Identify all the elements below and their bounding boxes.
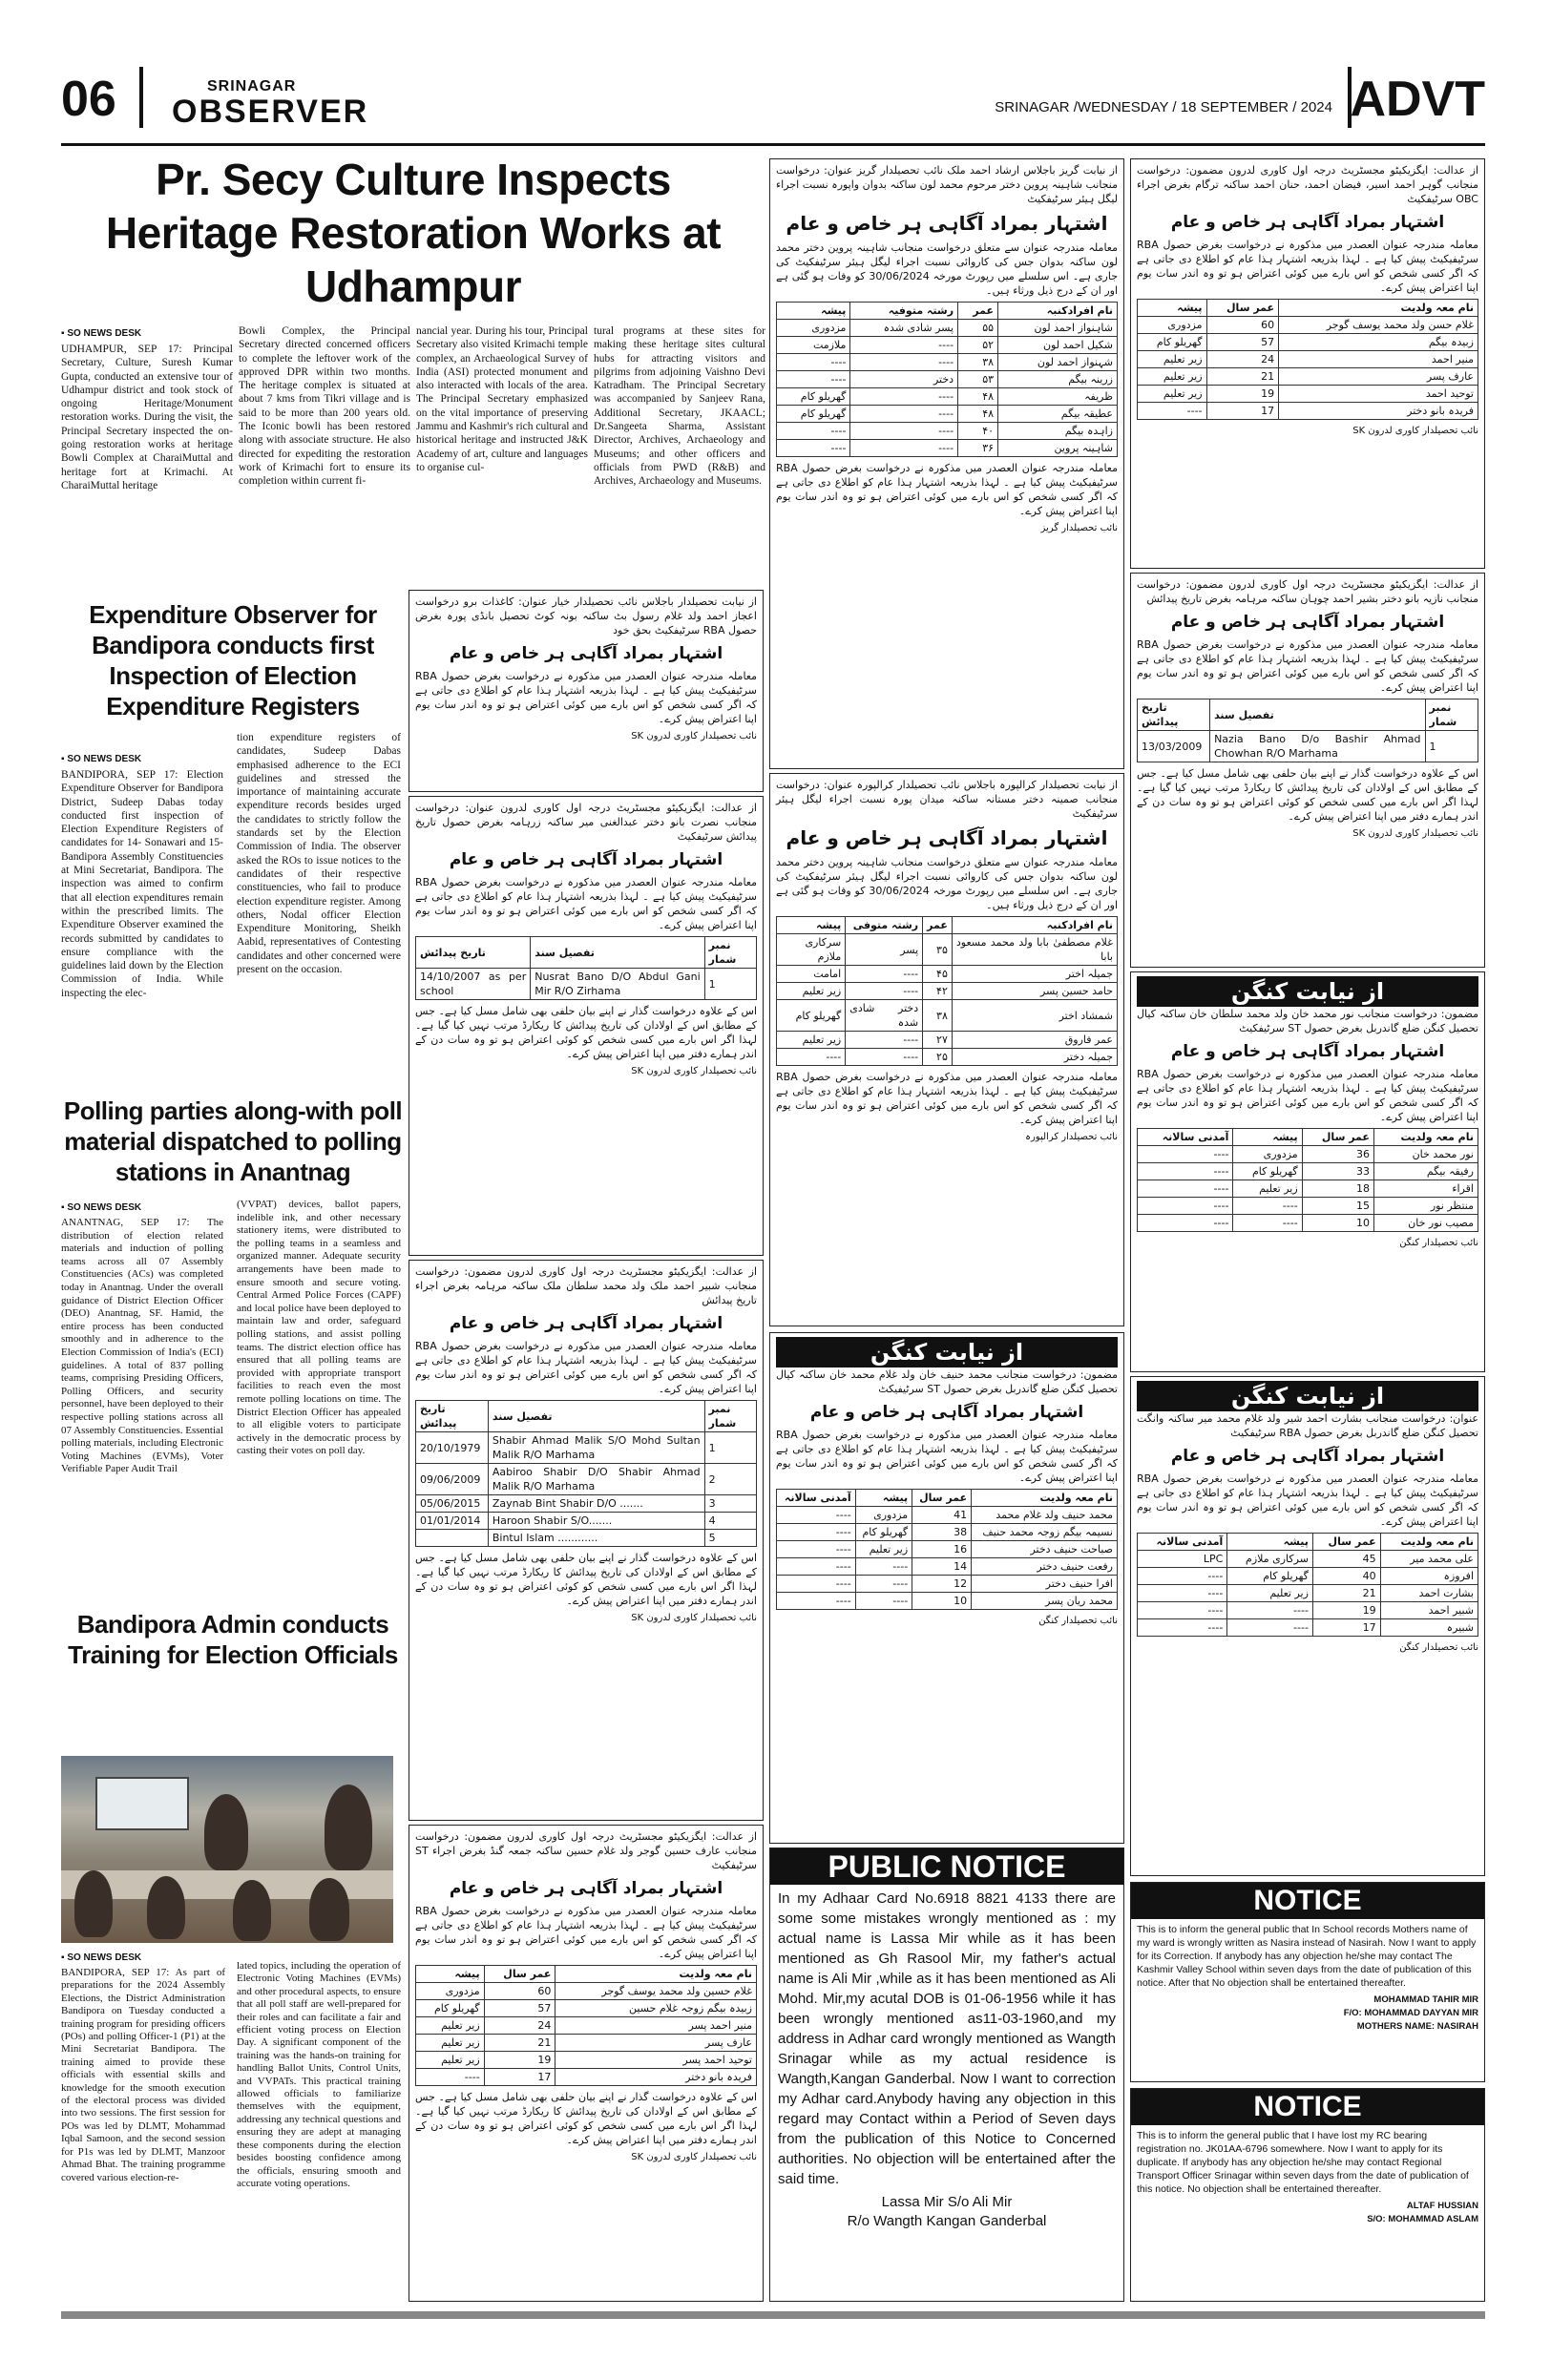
table-header: نام معہ ولدیت	[1380, 1534, 1478, 1551]
ad-body: معاملہ مندرجہ عنوان العصدر میں مذکورہ نے درخواست بغرض حصول RBA سرٹیفیکیٹ پیش کیا ہے ۔ لہذا بذریعہ اشتہار ہذا عام کو اطلاع دی جاتی ہے کہ اگر کسی شخص کو اس بارے میں کوئی اعتراض ہو تو وہ اندر سات یوم اپنا اعتراض پیش کرے۔	[1137, 1068, 1478, 1123]
table-row: شمشاد اختر ۳۸ دختر شادی شدہ گھریلو کام	[777, 1000, 1118, 1032]
table-header: پیشہ	[416, 1966, 485, 1983]
table-header: تاریخ پیدائش	[416, 937, 531, 969]
notice-signature: MOTHERS NAME: NASIRAH	[1356, 2021, 1478, 2032]
ad-heading: از عدالت: ایگزیکیٹو مجسٹریٹ درجہ اول کاوری لدرون مضمون: درخواست منجانب شبیر احمد ملک ولد محمد سلطان ملک ساکنہ مرہامہ بغرض اجراء تاریخ پیدائش	[415, 1265, 757, 1306]
table-row: رفعت حنیف دختر 14 ---- ----	[777, 1558, 1118, 1576]
table-row: توحید احمد 19 زیر تعلیم	[1138, 386, 1478, 403]
table-header: پیشہ	[855, 1490, 912, 1507]
story-text: tural programs at these sites for making these heritage sites cultural hubs for attracting visitors and pilgrims from adjoining Vaishno Devi Katradham. The Principal Secretary was accompanied by Sanjeev Rana, Additional Secretary, JKAACL; Dr.Sangeeta Sharma, Assistant Director, Archives, Archaeology and Museums; and other officers and officials from PWD (R&B) and Archives, Archaeology and Museums.	[594, 325, 765, 488]
person-figure	[147, 1876, 185, 1939]
table-row: زرینہ بیگم ۵۳ دختر ----	[777, 371, 1118, 388]
table-header: پیشہ	[777, 917, 846, 934]
table-row: توحید احمد پسر 19 زیر تعلیم	[416, 2052, 757, 2069]
table-row: علی محمد میر 45 سرکاری ملازم LPC	[1138, 1551, 1478, 1568]
record-table	[415, 936, 757, 1000]
byline: ▪ SO NEWS DESK	[61, 1952, 225, 1963]
ad-body: معاملہ مندرجہ عنوان العصدر میں مذکورہ نے درخواست بغرض حصول RBA سرٹیفیکیٹ پیش کیا ہے ۔ لہذا بذریعہ اشتہار ہذا عام کو اطلاع دی جاتی ہے کہ اگر کسی شخص کو اس بارے میں کوئی اعتراض ہو تو وہ اندر سات یوم اپنا اعتراض پیش کرے۔	[776, 1429, 1118, 1484]
table-header: تاریخ پیدائش	[416, 1401, 489, 1432]
table-row: زبیدہ بیگم زوجہ غلام حسین 57 گھریلو کام	[416, 2000, 757, 2017]
section-banner: از نیابت کنگن	[776, 1337, 1118, 1367]
notice	[1130, 2088, 1485, 2302]
table-row: 20/10/1979 Shabir Ahmad Malik S/O Mohd Sultan Malik R/O Marhama 1	[416, 1432, 757, 1464]
table-header: عمر سال	[484, 1966, 555, 1983]
notice-signature: MOHAMMAD TAHIR MIR	[1373, 1994, 1478, 2005]
table-row: اقراء 18 زیر تعلیم ----	[1138, 1180, 1478, 1198]
table-row: شاہنواز احمد لون ۵۵ پسر شادی شدہ مزدوری	[777, 320, 1118, 337]
story-column	[416, 324, 588, 476]
table-header: تفصیل سند	[488, 1401, 704, 1432]
ad-heading: از عدالت: ایگزیکیٹو مجسٹریٹ درجہ اول کاوری لدرون مضمون: درخواست منجانب عارف حسین گوجر ولد غلام حسین ساکنہ جمعہ گنڈ بغرض اجراء ST سرٹیفکیٹ	[415, 1830, 757, 1871]
story-text: BANDIPORA, SEP 17: As part of preparations for the 2024 Assembly Elections, the District Administration Bandipora on Tuesday conducted a training program for presiding officers (POs) and polling Officer-1 (P1) at the Mini Secretariat Bandipora. The training aimed to provide these officials with essential skills and knowledge for the smooth execution of the electoral process was divided into two sessions. The first session for POs was led by DLMT, Mohammad Iqbal Samoon, and the second session for P1s was led by DLMT, Manzoor Ahmad Bhat. The training programme covered various election-re-	[61, 1967, 225, 2183]
table-header: تفصیل سند	[1210, 699, 1425, 731]
table-header: نمبر شمار	[704, 1401, 756, 1432]
table-row: 09/06/2009 Aabiroo Shabir D/O Shabir Ahmad Malik R/O Marhama 2	[416, 1464, 757, 1495]
ad-body: معاملہ مندرجہ عنوان العصدر میں مذکورہ نے درخواست بغرض حصول RBA سرٹیفیکیٹ پیش کیا ہے ۔ لہذا بذریعہ اشتہار ہذا عام کو اطلاع دی جاتی ہے کہ اگر کسی شخص کو اس بارے میں کوئی اعتراض ہو تو وہ اندر سات یوم اپنا اعتراض پیش کرے۔	[415, 1340, 757, 1395]
table-row: منیر احمد 24 زیر تعلیم	[1138, 351, 1478, 368]
table-row: غلام مصطفیٰ بابا ولد محمد مسعود بابا ۳۵ پسر سرکاری ملازم	[777, 934, 1118, 966]
table-header: عمر سال	[1302, 1129, 1373, 1146]
table-row: منیر احمد پسر 24 زیر تعلیم	[416, 2017, 757, 2035]
ad-signature: نائب تحصیلدار کاوری لدرون SK	[631, 2152, 757, 2162]
ad-body: معاملہ مندرجہ عنوان سے متعلق درخواست منجانب شاہینہ پروین دختر محمد لون ساکنہ بدوان جس کی کاروائی نسبت اجراء لیگل ہیئر سرٹیفکیٹ کی جاری ہے۔ اس سلسلے میں رپورٹ مورخہ 30/06/2024 کو وفات ہو گئی ہے اور ان کے درج ذیل ورثاء ہیں۔	[776, 241, 1118, 297]
table-row: جمیلہ اختر ۴۵ ---- امامت	[777, 966, 1118, 983]
ad-body: معاملہ مندرجہ عنوان العصدر میں مذکورہ نے درخواست بغرض حصول RBA سرٹیفیکیٹ پیش کیا ہے ۔ لہذا بذریعہ اشتہار ہذا عام کو اطلاع دی جاتی ہے کہ اگر کسی شخص کو اس بارے میں کوئی اعتراض ہو تو وہ اندر سات یوم اپنا اعتراض پیش کرے۔	[1137, 638, 1478, 694]
ad-signature: نائب تحصیلدار کاوری لدرون SK	[1352, 426, 1478, 436]
ad-heading: عنوان: درخواست منجانب بشارت احمد شیر ولد غلام محمد میر ساکنہ وانگت تحصیل کنگن ضلع گاندربل بغرض حصول RBA سرٹیفکیٹ	[1137, 1412, 1478, 1439]
table-row: فریدہ بانو دختر 17 ----	[416, 2069, 757, 2086]
ad-body: معاملہ مندرجہ عنوان العصدر میں مذکورہ نے درخواست بغرض حصول RBA سرٹیفیکیٹ پیش کیا ہے ۔ لہذا بذریعہ اشتہار ہذا عام کو اطلاع دی جاتی ہے کہ اگر کسی شخص کو اس بارے میں کوئی اعتراض ہو تو وہ اندر سات یوم اپنا اعتراض پیش کرے۔	[415, 670, 757, 725]
story-column	[237, 731, 401, 978]
page-number: 06	[61, 72, 116, 127]
legal-advertisement	[1130, 971, 1485, 1372]
training-photo	[61, 1756, 393, 1943]
ad-body: اس کے علاوہ درخواست گذار نے اپنے بیان حلفی بھی شامل مسل کیا ہے۔ جس کے مطابق اس کے اولادان کی تاریخ پیدائش کا ریکارڈ مرتب نہیں کیا گیا ہے۔ لہذا اگر اس بارے میں کسی شخص کو کوئی اعتراض ہو تو وہ سات دن کے اندر ہمارے دفتر میں اپنا اعتراض پیش کرے۔	[415, 1552, 757, 1607]
ad-body: معاملہ مندرجہ عنوان العصدر میں مذکورہ نے درخواست بغرض حصول RBA سرٹیفیکیٹ پیش کیا ہے ۔ لہذا بذریعہ اشتہار ہذا عام کو اطلاع دی جاتی ہے کہ اگر کسی شخص کو اس بارے میں کوئی اعتراض ہو تو وہ اندر سات یوم اپنا اعتراض پیش کرے۔	[776, 462, 1118, 517]
table-header: عمر سال	[1312, 1534, 1380, 1551]
table-header: رشتہ متوفیہ	[850, 303, 958, 320]
table-header: نام معہ ولدیت	[1373, 1129, 1478, 1146]
person-figure	[325, 1785, 372, 1870]
table-row: افرا حنیف دختر 12 ---- ----	[777, 1576, 1118, 1593]
table-header: عمر	[923, 917, 953, 934]
table-row: فریدہ بانو دختر 17 ----	[1138, 403, 1478, 420]
public-notice-body: In my Adhaar Card No.6918 8821 4133 there are some some mistakes wrongly mentioned as : my actual name is Lassa Mir while as it has been mentioned as Gh Rasool Mir, my father's actual name is Ali Mir ,while as it has been mentioned as Ali Mohd. Mir,my acutal DOB is 01-06-1956 while it has been wrongly mentioned as11-03-1960,and my address in Adhar card wrongly mentioned as Wangth Srinagar while as my actual residence is Wangth,Kangan Ganderbal. Now I want to correction my Adhar card.Anybody having any objection in this regard may Contact within a Period of Seven days from the publication of this Notice to Concerned authorities. No objection will be entertained after the said time.	[778, 1890, 1116, 2187]
table-header: پیشہ	[777, 303, 850, 320]
table-header: نام معہ ولدیت	[1279, 300, 1478, 317]
story-text: tion expenditure registers of candidates, Sudeep Dabas emphasised adherence to the ECI guidelines and stressed the importance of maintaining accurate expenditure records besides urged the candidates to strictly follow the standards set by the Election Commission of India. The observer asked the ROs to issue notices to the candidates of their respective constituencies, who fail to produce election expenditure register. Among others, Nodal officer Election Expenditure Monitoring, Sheikh Aabid, representatives of Contesting candidates and other concerned were present on the occasion.	[237, 732, 401, 976]
person-figure	[309, 1878, 349, 1941]
public-notice-address: R/o Wangth Kangan Ganderbal	[847, 2213, 1047, 2229]
story-headline: Polling parties along-with poll material dispatched to polling stations in Anantnag	[63, 1096, 403, 1186]
footer-rule	[61, 2311, 1485, 2319]
ad-title: اشتہار بمراد آگاہی ہر خاص و عام	[1170, 1042, 1445, 1061]
legal-advertisement	[409, 796, 764, 1256]
table-row: منتظر نور 15 ---- ----	[1138, 1198, 1478, 1215]
ad-signature: نائب تحصیلدار گریز	[1040, 523, 1118, 533]
record-table	[415, 1965, 757, 2086]
ad-body: اس کے علاوہ درخواست گذار نے اپنے بیان حلفی بھی شامل مسل کیا ہے۔ جس کے مطابق اس کے اولادان کی تاریخ پیدائش کا ریکارڈ مرتب نہیں کیا گیا ہے۔ لہذا اگر اس بارے میں کسی شخص کو کوئی اعتراض ہو تو وہ سات دن کے اندر ہمارے دفتر میں اپنا اعتراض پیش کرے۔	[415, 1005, 757, 1060]
table-header: پیشہ	[1227, 1534, 1313, 1551]
table-header: عمر	[958, 303, 998, 320]
table-row: شکیل احمد لون ۵۲ ---- ملازمت	[777, 337, 1118, 354]
story-headline: Expenditure Observer for Bandipora conducts first Inspection of Election Expenditure Registers	[89, 600, 377, 720]
notice	[1130, 1882, 1485, 2082]
ad-title: اشتہار بمراد آگاہی ہر خاص و عام	[449, 644, 723, 663]
story-column	[61, 1199, 223, 1478]
table-row: حامد حسین پسر ۴۲ ---- زیر تعلیم	[777, 983, 1118, 1000]
notice-signature: S/O: MOHAMMAD ASLAM	[1367, 2214, 1478, 2224]
record-table	[1137, 299, 1478, 420]
ad-body: معاملہ مندرجہ عنوان العصدر میں مذکورہ نے درخواست بغرض حصول RBA سرٹیفیکیٹ پیش کیا ہے ۔ لہذا بذریعہ اشتہار ہذا عام کو اطلاع دی جاتی ہے کہ اگر کسی شخص کو اس بارے میں کوئی اعتراض ہو تو وہ اندر سات یوم اپنا اعتراض پیش کرے۔	[415, 1905, 757, 1960]
ad-heading: از نیابت گریز باجلاس ارشاد احمد ملک نائب تحصیلدار گریز عنوان: درخواست منجانب شاہینہ پروین دختر مرحوم محمد لون ساکنہ بدوان واپورہ نسبت اجراء لیگل ہیئر سرٹیفکیٹ	[776, 164, 1118, 205]
story-column	[61, 1949, 225, 2186]
section-banner: از نیابت کنگن	[1137, 1381, 1478, 1411]
ad-heading: از عدالت: ایگزیکیٹو مجسٹریٹ درجہ اول کاوری لدرون عنوان: درخواست منجانب نصرت بانو دختر عبدالغنی میر ساکنہ زرہامہ بغرض حصول تاریخ پیدائش سرٹیفکیٹ	[415, 802, 757, 843]
brand-logo: OBSERVER	[172, 94, 369, 130]
table-row: غلام حسن ولد محمد یوسف گوجر 60 مزدوری	[1138, 317, 1478, 334]
table-row: عارف پسر 21 زیر تعلیم	[1138, 368, 1478, 386]
story-text: BANDIPORA, SEP 17: Election Expenditure Observer for Bandipora District, Sudeep Dabas today conducted first inspection of Election Expenditure Registers of candidates for 14- Sonawari and 15- Bandipora Assembly Constituencies at Mini Secretariat, Bandipora. The inspection was aimed to confirm that all election expenditures remain within the prescribed limits. The Expenditure Observer examined the records submitted by candidates to ensure compliance with the guidelines laid down by the Election Commission of India. While inspecting the elec-	[61, 769, 223, 999]
projector-screen	[95, 1777, 189, 1830]
table-row: عطیقہ بیگم ۴۸ ---- گھریلو کام	[777, 406, 1118, 423]
dateline: SRINAGAR /WEDNESDAY / 18 SEPTEMBER / 2024	[995, 99, 1332, 115]
table-row: افروزہ 40 گھریلو کام ----	[1138, 1568, 1478, 1585]
ad-body: معاملہ مندرجہ عنوان العصدر میں مذکورہ نے درخواست بغرض حصول RBA سرٹیفیکیٹ پیش کیا ہے ۔ لہذا بذریعہ اشتہار ہذا عام کو اطلاع دی جاتی ہے کہ اگر کسی شخص کو اس بارے میں کوئی اعتراض ہو تو وہ اندر سات یوم اپنا اعتراض پیش کرے۔	[776, 1071, 1118, 1126]
table-row: شبیرہ 17 ---- ----	[1138, 1619, 1478, 1637]
story-text: (VVPAT) devices, ballot papers, indelible ink, and other necessary stationery items, were distributed to the polling teams in a seamless and organized manner. Adequate security arrangements have been made to ensure smooth and secure voting. Central Armed Police Forces (CAPF) and local police have been deployed to maintain law and order, safeguard polling stations, and assist polling teams. The district election office has ensured that all polling teams are provided with appropriate transport facilities to reach even the most remote polling locations on time. The District Election Officer has appealed to all eligible voters to participate actively in the democratic process by casting their votes on poll day.	[237, 1199, 401, 1457]
table-row: 13/03/2009 Nazia Bano D/o Bashir Ahmad Chowhan R/O Marhama 1	[1138, 731, 1478, 762]
table-header: تاریخ پیدائش	[1138, 699, 1210, 731]
table-header: آمدنی سالانہ	[1138, 1129, 1233, 1146]
table-header: پیشہ	[1233, 1129, 1302, 1146]
ad-title: اشتہار بمراد آگاہی ہر خاص و عام	[1170, 1447, 1445, 1466]
ad-heading: مضمون: درخواست منجانب محمد حنیف خان ولد غلام محمد خان ساکنہ کیال تحصیل کنگن ضلع گاندربل بغرض حصول ST سرٹیفیکٹ	[776, 1368, 1118, 1395]
table-header: نام معہ ولدیت	[972, 1490, 1118, 1507]
ad-heading: از عدالت: ایگزیکیٹو مجسٹریٹ درجہ اول کاوری لدرون مضمون: درخواست منجانب نازیہ بانو دختر بشیر احمد چوہان ساکنہ مرہامہ بغرض تاریخ پیدائش	[1137, 578, 1478, 605]
ad-signature: نائب تحصیلدار کاوری لدرون SK	[631, 1613, 757, 1623]
legal-advertisement	[1130, 1376, 1485, 1876]
table-row: عارف پسر 21 زیر تعلیم	[416, 2035, 757, 2052]
table-row: زبیدہ بیگم 57 گھریلو کام	[1138, 334, 1478, 351]
table-row: نور محمد خان 36 مزدوری ----	[1138, 1146, 1478, 1163]
person-figure	[233, 1880, 271, 1941]
notice-body: This is to inform the general public that In School records Mothers name of my ward is wrongly written as Nasira instead of Nasirah. Now I want to apply for its Correction. If anybody has any objection he/she may contact The Kashmir Valley School within seven days from the date of publication of this notice. After that No objection shall be entertained thereafter.	[1137, 1924, 1477, 1989]
legal-advertisement	[769, 1332, 1124, 1844]
ad-body: اس کے علاوہ درخواست گذار نے اپنے بیان حلفی بھی شامل مسل کیا ہے۔ جس کے مطابق اس کے اولادان کی تاریخ پیدائش کا ریکارڈ مرتب نہیں کیا گیا ہے۔ لہذا اگر اس بارے میں کسی شخص کو کوئی اعتراض ہو تو وہ سات دن کے اندر ہمارے دفتر میں اپنا اعتراض پیش کرے۔	[415, 2091, 757, 2146]
section-label: ADVT	[1350, 72, 1485, 127]
ad-heading: مضمون: درخواست منجانب نور محمد خان ولد محمد سلطان خان ساکنہ کیال تحصیل کنگن ضلع گاندربل بغرض حصول ST سرٹیفکیٹ	[1137, 1008, 1478, 1034]
ad-title: اشتہار بمراد آگاہی ہر خاص و عام	[449, 1879, 723, 1898]
public-notice-signature: Lassa Mir S/o Ali Mir	[881, 2194, 1013, 2210]
table-row: 05/06/2015 Zaynab Bint Shabir D/O ....... 3	[416, 1495, 757, 1513]
ad-signature: نائب تحصیلدار کنگن	[1399, 1238, 1478, 1248]
story-headline: Bandipora Admin conducts Training for Election Officials	[68, 1610, 398, 1669]
legal-advertisement	[1130, 158, 1485, 569]
story-headline: Pr. Secy Culture Inspects Heritage Restoration Works at Udhampur	[105, 155, 722, 311]
byline: ▪ SO NEWS DESK	[61, 754, 223, 764]
record-table	[1137, 1128, 1478, 1232]
table-header: تفصیل سند	[531, 937, 704, 969]
table-header: آمدنی سالانہ	[1138, 1534, 1227, 1551]
table-header: رشتہ متوفی	[846, 917, 923, 934]
section-banner: از نیابت کنگن	[1137, 976, 1478, 1007]
ad-body: معاملہ مندرجہ عنوان العصدر میں مذکورہ نے درخواست بغرض حصول RBA سرٹیفیکیٹ پیش کیا ہے ۔ لہذا بذریعہ اشتہار ہذا عام کو اطلاع دی جاتی ہے کہ اگر کسی شخص کو اس بارے میں کوئی اعتراض ہو تو وہ اندر سات یوم اپنا اعتراض پیش کرے۔	[1137, 1472, 1478, 1528]
ad-title: اشتہار بمراد آگاہی ہر خاص و عام	[1170, 213, 1445, 232]
story-column	[61, 324, 233, 494]
story-column	[61, 750, 223, 1002]
table-header: نام افرادکنبہ	[998, 303, 1118, 320]
public-notice-title: PUBLIC NOTICE	[770, 1848, 1123, 1885]
record-table	[415, 1400, 757, 1547]
ad-signature: نائب تحصیلدار کاوری لدرون SK	[1352, 828, 1478, 839]
legal-advertisement	[409, 1825, 764, 2302]
story-column	[237, 1199, 401, 1460]
masthead-rule	[61, 143, 1485, 146]
table-row: ظریفہ ۴۸ ---- گھریلو کام	[777, 388, 1118, 406]
legal-advertisement	[1130, 573, 1485, 968]
table-row: غلام حسین ولد محمد یوسف گوجر 60 مزدوری	[416, 1983, 757, 2000]
byline: ▪ SO NEWS DESK	[61, 1202, 223, 1213]
table-header: پیشہ	[1138, 300, 1207, 317]
table-row: عمر فاروق ۲۷ ---- زیر تعلیم	[777, 1032, 1118, 1049]
table-row: بشارت احمد 21 زیر تعلیم ----	[1138, 1585, 1478, 1602]
notice-signature: F/O: MOHAMMAD DAYYAN MIR	[1343, 2008, 1478, 2018]
ad-signature: نائب تحصیلدار کنگن	[1038, 1616, 1118, 1626]
record-table	[776, 302, 1118, 457]
public-notice	[769, 1848, 1124, 2302]
ad-title: اشتہار بمراد آگاہی ہر خاص و عام	[786, 826, 1108, 849]
ad-heading: از عدالت: ایگزیکیٹو مجسٹریٹ درجہ اول کاوری لدرون مضمون: درخواست منجانب گوہر احمد اسیر، فیضان احمد، حنان احمد ساکنہ ترگام بغرض اجراء OBC سرٹیفکیٹ	[1137, 164, 1478, 205]
ad-body: معاملہ مندرجہ عنوان العصدر میں مذکورہ نے درخواست بغرض حصول RBA سرٹیفیکیٹ پیش کیا ہے ۔ لہذا بذریعہ اشتہار ہذا عام کو اطلاع دی جاتی ہے کہ اگر کسی شخص کو اس بارے میں کوئی اعتراض ہو تو وہ اندر سات یوم اپنا اعتراض پیش کرے۔	[1137, 239, 1478, 294]
table-row: Bintul Islam ............ 5	[416, 1530, 757, 1547]
record-table	[1137, 699, 1478, 762]
story-column	[594, 324, 765, 491]
story-text: ANANTNAG, SEP 17: The distribution of election related materials and induction of polling teams across all 07 Assembly Constituencies (ACs) was completed today in Anantnag. Under the overall guidance of District Election Officer (DEO) Anantnag, SF. Hamid, the entire process has been conducted smoothly and in adherence to the Election Commission of India's (ECI) guidelines. A total of 837 polling teams, comprising Presiding Officers, Polling Officers, and security personnel, have been deployed to their respective polling stations across all 07 Assembly Constituencies. Essential polling materials, including Electronic Voting Machines (EVMs), Voter Verifiable Paper Audit Trail	[61, 1217, 223, 1475]
ad-signature: نائب تحصیلدار کاوری لدرون SK	[631, 731, 757, 741]
ad-signature: نائب تحصیلدار کرالپورہ	[1025, 1132, 1118, 1142]
story-text: nancial year. During his tour, Principal Secretary also visited Krimachi temple complex, an Archaeological Survey of India (ASI) protected monument and also interacted with locals of the area. The Principal Secretary emphasized on the vital importance of preserving Jammu and Kashmir's rich cultural and historical heritage and instructed J&K Academy of art, culture and languages to organise cul-	[416, 325, 588, 473]
ad-title: اشتہار بمراد آگاہی ہر خاص و عام	[449, 850, 723, 869]
story-text: Bowli Complex, the Principal Secretary directed concerned officers to complete the leftover work of the approved DPR within two months. The heritage complex is situated at about 7 kms from Tikri village and is said to be more than 200 years old. The Iconic bowli has been restored along with associate structure. He also directed for expediting the restoration work of Krimachi fort to ensure its completion within current fi-	[239, 325, 410, 488]
ad-title: اشتہار بمراد آگاہی ہر خاص و عام	[449, 1314, 723, 1333]
person-figure	[74, 1870, 113, 1937]
story-text: UDHAMPUR, SEP 17: Principal Secretary, Culture, Suresh Kumar Gupta, conducted an extensive tour of Udhampur district and took stock of ongoing Heritage/Monument restoration works. During the visit, the Principal Secretary inspected the on-going restoration works at heritage Bowli Complex at CharaiMuttal and heritage fort at Krimachi. At CharaiMuttal heritage	[61, 344, 233, 491]
ad-signature: نائب تحصیلدار کنگن	[1399, 1642, 1478, 1653]
story-column	[239, 324, 410, 491]
notice-body: This is to inform the general public that I have lost my RC bearing registration no. JK01AA-6796 somewhere. Now I want to apply for its duplicate. If anybody has any objection he/she may contact Regional Transport Officer Srinagar within seven days from the date of publication of this notice. No objection shall be entertained thereafter.	[1137, 2130, 1469, 2195]
table-row: 01/01/2014 Haroon Shabir S/O....... 4	[416, 1513, 757, 1530]
table-header: عمر سال	[912, 1490, 972, 1507]
legal-advertisement	[409, 590, 764, 792]
brand-small: SRINAGAR	[207, 78, 297, 94]
table-header: آمدنی سالانہ	[777, 1490, 856, 1507]
ad-body: اس کے علاوہ درخواست گذار نے اپنے بیان حلفی بھی شامل مسل کیا ہے۔ جس کے مطابق اس کے اولادان کی تاریخ پیدائش کا ریکارڈ مرتب نہیں کیا گیا ہے۔ لہذا اگر اس بارے میں کسی شخص کو کوئی اعتراض ہو تو وہ سات دن کے اندر ہمارے دفتر میں اپنا اعتراض پیش کرے۔	[1137, 767, 1478, 823]
ad-signature: نائب تحصیلدار کاوری لدرون SK	[631, 1066, 757, 1076]
ad-title: اشتہار بمراد آگاہی ہر خاص و عام	[1170, 613, 1445, 632]
table-header: عمر سال	[1206, 300, 1279, 317]
legal-advertisement	[769, 773, 1124, 1326]
table-row: صباحت حنیف دختر 16 زیر تعلیم ----	[777, 1541, 1118, 1558]
table-header: نمبر شمار	[1425, 699, 1478, 731]
ad-heading: از نیابت تحصیلدار باجلاس نائب تحصیلدار خیار عنوان: کاغذات برو درخواست اعجاز احمد ولد غلام رسول بٹ ساکنہ بونہ کوٹ تحصیل بانڈی پورہ بغرض حصول RBA سرٹیفکیٹ بحق خود	[415, 595, 757, 637]
table-row: شہنواز احمد لون ۳۸ ---- ----	[777, 354, 1118, 371]
table-row: نسیمہ بیگم زوجہ محمد حنیف 38 گھریلو کام ----	[777, 1524, 1118, 1541]
byline: ▪ SO NEWS DESK	[61, 328, 233, 339]
table-row: محمد ریان پسر 10 ---- ----	[777, 1593, 1118, 1610]
notice-title: NOTICE	[1131, 2089, 1484, 2125]
story-column	[237, 1960, 401, 2192]
table-row: محمد حنیف ولد غلام محمد 41 مزدوری ----	[777, 1507, 1118, 1524]
table-row: جمیلہ دختر ۲۵ ---- ----	[777, 1049, 1118, 1066]
ad-body: معاملہ مندرجہ عنوان العصدر میں مذکورہ نے درخواست بغرض حصول RBA سرٹیفیکیٹ پیش کیا ہے ۔ لہذا بذریعہ اشتہار ہذا عام کو اطلاع دی جاتی ہے کہ اگر کسی شخص کو اس بارے میں کوئی اعتراض ہو تو وہ اندر سات یوم اپنا اعتراض پیش کرے۔	[415, 876, 757, 931]
table-row: 14/10/2007 as per school Nusrat Bano D/O Abdul Gani Mir R/O Zirhama 1	[416, 969, 757, 1000]
table-row: زاہدہ بیگم ۴۰ ---- ----	[777, 423, 1118, 440]
story-text: lated topics, including the operation of Electronic Voting Machines (EVMs) and other procedural aspects, to ensure that all poll staff are well-prepared for their roles and can facilitate a fair and efficient voting process on Election Day. A significant component of the training was the hands-on training for handling Ballot Units, Control Units, and VVPATs. This practical training allowed officials to familiarize themselves with the equipment, addressing any technical questions and ensuring they are adept at managing these components during the election besides boosting confidence among the officials, ensuring smooth and accurate voting operations.	[237, 1960, 401, 2189]
table-header: نمبر شمار	[704, 937, 756, 969]
ad-title: اشتہار بمراد آگاہی ہر خاص و عام	[786, 212, 1108, 235]
legal-advertisement	[409, 1260, 764, 1821]
table-row: شاہینہ پروین ۳۶ ---- ----	[777, 440, 1118, 457]
record-table	[1137, 1533, 1478, 1637]
masthead	[61, 59, 1485, 143]
table-row: مصیب نور خان 10 ---- ----	[1138, 1215, 1478, 1232]
notice-title: NOTICE	[1131, 1883, 1484, 1919]
table-row: شبیر احمد 19 ---- ----	[1138, 1602, 1478, 1619]
person-figure	[204, 1794, 248, 1870]
table-header: نام معہ ولدیت	[555, 1966, 757, 1983]
ad-body: معاملہ مندرجہ عنوان سے متعلق درخواست منجانب شاہینہ پروین دختر محمد لون ساکنہ بدوان جس کی کاروائی نسبت اجراء لیگل ہیئر سرٹیفکیٹ کی جاری ہے۔ اس سلسلے میں رپورٹ مورخہ 30/06/2024 کو وفات ہو گئی ہے اور ان کے درج ذیل ورثاء ہیں۔	[776, 856, 1118, 911]
record-table	[776, 1489, 1118, 1610]
ad-title: اشتہار بمراد آگاہی ہر خاص و عام	[809, 1403, 1084, 1422]
notice-signature: ALTAF HUSSIAN	[1406, 2201, 1478, 2211]
table-header: نام افرادکنبہ	[952, 917, 1117, 934]
record-table	[776, 916, 1118, 1066]
table-row: رفیقہ بیگم 33 گھریلو کام ----	[1138, 1163, 1478, 1180]
masthead-divider	[139, 67, 143, 128]
ad-heading: از نیابت تحصیلدار کرالپورہ باجلاس نائب تحصیلدار کرالپورہ عنوان: درخواست منجانب صمینہ دختر مستانہ ساکنہ میدان پورہ نسبت اجراء لیگل ہیئر سرٹیفکیٹ	[776, 779, 1118, 820]
legal-advertisement	[769, 158, 1124, 769]
